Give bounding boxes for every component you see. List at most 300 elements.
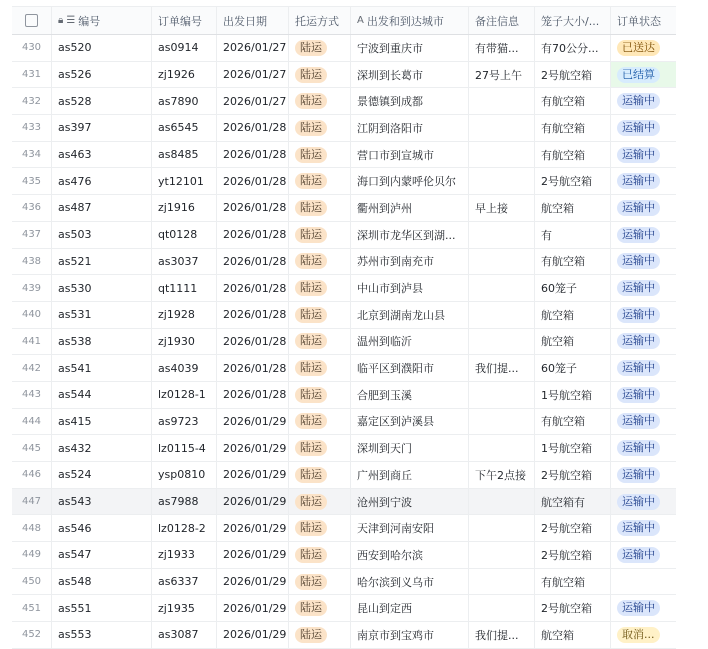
status-cell-value: 运输中 [617,467,660,483]
method-cell[interactable] [289,462,351,488]
row-number[interactable] [12,195,52,221]
date-cell[interactable] [217,515,289,541]
note-cell[interactable] [469,409,535,435]
status-cell[interactable] [611,595,676,621]
id-cell[interactable] [52,88,152,114]
note-cell[interactable] [469,222,535,248]
note-cell[interactable] [469,249,535,275]
method-cell[interactable] [289,222,351,248]
status-cell[interactable] [611,355,676,381]
row-number-value: 452 [21,629,42,641]
method-cell[interactable] [289,382,351,408]
row-number[interactable] [12,622,52,648]
method-cell-value: 陆运 [295,494,327,510]
route-cell[interactable] [351,195,469,221]
table-row[interactable] [12,115,676,142]
status-cell[interactable] [611,622,676,648]
id-cell[interactable] [52,142,152,168]
date-cell[interactable] [217,115,289,141]
id-cell[interactable] [52,595,152,621]
status-cell[interactable] [611,542,676,568]
cage-cell[interactable] [535,168,611,194]
date-cell[interactable] [217,622,289,648]
order-no-cell[interactable] [152,489,217,515]
cage-cell[interactable] [535,62,611,88]
order-no-cell[interactable] [152,542,217,568]
id-cell[interactable] [52,115,152,141]
method-cell[interactable] [289,329,351,355]
header-id[interactable] [52,7,152,34]
note-cell[interactable] [469,329,535,355]
date-cell[interactable] [217,462,289,488]
route-cell-value: 江阴到洛阳市 [357,121,423,135]
note-cell[interactable] [469,382,535,408]
date-cell-value: 2026/01/29 [223,548,287,562]
row-number[interactable] [12,569,52,595]
id-cell-value: as541 [58,361,92,375]
method-cell[interactable] [289,409,351,435]
row-number[interactable] [12,168,52,194]
status-cell[interactable] [611,142,676,168]
id-cell[interactable] [52,249,152,275]
row-number[interactable] [12,595,52,621]
route-cell[interactable] [351,622,469,648]
table-row[interactable] [12,142,676,169]
date-cell[interactable] [217,302,289,328]
date-cell[interactable] [217,355,289,381]
cage-cell[interactable] [535,435,611,461]
table-row[interactable] [12,622,676,649]
id-cell[interactable] [52,515,152,541]
cage-cell[interactable] [535,88,611,114]
order-no-cell-value: lz0128-1 [158,388,206,402]
row-number-value: 448 [21,522,42,534]
cage-cell[interactable] [535,249,611,275]
route-cell[interactable] [351,302,469,328]
cage-cell[interactable] [535,515,611,541]
row-number[interactable] [12,542,52,568]
id-cell[interactable] [52,355,152,381]
note-cell-value: 下午2点接 [475,468,526,482]
cage-cell[interactable] [535,409,611,435]
route-cell[interactable] [351,515,469,541]
method-cell[interactable] [289,569,351,595]
id-cell[interactable] [52,35,152,61]
header-label: 订单编号 [158,14,202,28]
table-row[interactable] [12,168,676,195]
header-cage[interactable] [535,7,611,34]
status-cell[interactable] [611,382,676,408]
header-note[interactable] [469,7,535,34]
cage-cell[interactable] [535,382,611,408]
date-cell[interactable] [217,569,289,595]
table-row[interactable] [12,62,676,89]
order-no-cell[interactable] [152,622,217,648]
date-cell-value: 2026/01/28 [223,148,287,162]
order-no-cell[interactable] [152,115,217,141]
note-cell[interactable] [469,195,535,221]
status-cell-value: 运输中 [617,547,660,563]
checkbox-icon[interactable] [25,14,38,27]
note-cell[interactable] [469,489,535,515]
order-no-cell[interactable] [152,275,217,301]
row-number-value: 442 [21,362,42,374]
order-no-cell-value: as3037 [158,254,199,268]
row-number[interactable] [12,142,52,168]
id-cell[interactable] [52,462,152,488]
cage-cell[interactable] [535,222,611,248]
method-cell[interactable] [289,275,351,301]
status-cell-value: 运输中 [617,227,660,243]
id-cell[interactable] [52,222,152,248]
status-cell-value: 取消... [617,627,660,643]
row-number-value: 450 [21,576,42,588]
date-cell-value: 2026/01/28 [223,121,287,135]
row-number[interactable] [12,409,52,435]
note-cell[interactable] [469,622,535,648]
method-cell[interactable] [289,195,351,221]
order-no-cell[interactable] [152,302,217,328]
note-cell-value: 有带猫... [475,41,519,55]
method-cell[interactable] [289,355,351,381]
cage-cell-value: 航空箱 [541,335,574,349]
table-row[interactable] [12,569,676,596]
order-no-cell[interactable] [152,88,217,114]
date-cell[interactable] [217,195,289,221]
cage-cell[interactable] [535,542,611,568]
cage-cell[interactable] [535,142,611,168]
status-cell[interactable] [611,62,676,88]
row-number-value: 435 [21,175,42,187]
cage-cell-value: 2号航空箱 [541,548,592,562]
route-cell[interactable] [351,168,469,194]
cage-cell[interactable] [535,115,611,141]
cage-cell[interactable] [535,489,611,515]
method-cell[interactable] [289,542,351,568]
row-number[interactable] [12,88,52,114]
date-cell-value: 2026/01/28 [223,281,287,295]
order-no-cell[interactable] [152,515,217,541]
table-row[interactable] [12,329,676,356]
date-cell[interactable] [217,168,289,194]
method-cell[interactable] [289,88,351,114]
order-no-cell[interactable] [152,409,217,435]
row-number[interactable] [12,222,52,248]
id-cell[interactable] [52,489,152,515]
id-cell-value: as548 [58,575,92,589]
route-cell[interactable] [351,569,469,595]
status-cell-value: 运输中 [617,93,660,109]
order-no-cell-value: qt1111 [158,281,198,295]
date-cell[interactable] [217,489,289,515]
note-cell[interactable] [469,62,535,88]
status-cell-value: 已送达 [617,40,660,56]
cage-cell-value: 有70公分... [541,41,599,55]
status-cell[interactable] [611,222,676,248]
date-cell[interactable] [217,142,289,168]
date-cell[interactable] [217,382,289,408]
method-cell[interactable] [289,142,351,168]
status-cell-value: 已结算 [617,67,660,83]
order-no-cell[interactable] [152,35,217,61]
row-number[interactable] [12,462,52,488]
cage-cell-value: 有航空箱 [541,95,585,109]
row-number[interactable] [12,435,52,461]
note-cell[interactable] [469,569,535,595]
order-no-cell[interactable] [152,62,217,88]
table-row[interactable] [12,489,676,516]
date-cell[interactable] [217,275,289,301]
route-cell[interactable] [351,88,469,114]
table-row[interactable] [12,88,676,115]
route-cell[interactable] [351,595,469,621]
order-no-cell[interactable] [152,222,217,248]
method-cell-value: 陆运 [295,307,327,323]
note-cell[interactable] [469,302,535,328]
method-cell[interactable] [289,249,351,275]
route-cell-value: 北京到湖南龙山县 [357,308,445,322]
table-row[interactable] [12,595,676,622]
order-no-cell[interactable] [152,249,217,275]
id-cell[interactable] [52,409,152,435]
id-cell-value: as526 [58,68,92,82]
table-row[interactable] [12,355,676,382]
table-row[interactable] [12,542,676,569]
id-cell[interactable] [52,622,152,648]
route-cell[interactable] [351,35,469,61]
table-row[interactable] [12,249,676,276]
note-cell[interactable] [469,168,535,194]
header-date[interactable] [217,7,289,34]
order-no-cell-value: as3087 [158,628,199,642]
route-cell-value: 南京市到宝鸡市 [357,628,434,642]
id-cell[interactable] [52,275,152,301]
status-cell-value: 运输中 [617,413,660,429]
row-number[interactable] [12,62,52,88]
date-cell-value: 2026/01/29 [223,628,287,642]
date-cell[interactable] [217,435,289,461]
status-cell[interactable] [611,115,676,141]
cage-cell[interactable] [535,275,611,301]
order-no-cell[interactable] [152,168,217,194]
route-cell[interactable] [351,62,469,88]
method-cell-value: 陆运 [295,574,327,590]
method-cell[interactable] [289,302,351,328]
date-cell[interactable] [217,409,289,435]
method-cell[interactable] [289,35,351,61]
method-cell-value: 陆运 [295,600,327,616]
order-no-cell[interactable] [152,435,217,461]
row-number[interactable] [12,489,52,515]
row-number[interactable] [12,115,52,141]
method-cell[interactable] [289,435,351,461]
row-number[interactable] [12,382,52,408]
method-cell[interactable] [289,595,351,621]
route-cell-value: 宁波到重庆市 [357,41,423,55]
status-cell-value: 运输中 [617,120,660,136]
method-cell-value: 陆运 [295,547,327,563]
note-cell[interactable] [469,595,535,621]
note-cell[interactable] [469,435,535,461]
note-cell[interactable] [469,515,535,541]
note-cell[interactable] [469,142,535,168]
date-cell[interactable] [217,329,289,355]
header-order-no[interactable] [152,7,217,34]
table-row[interactable] [12,275,676,302]
status-cell[interactable] [611,302,676,328]
cage-cell[interactable] [535,462,611,488]
cage-cell[interactable] [535,35,611,61]
method-cell-value: 陆运 [295,440,327,456]
row-number-value: 451 [21,602,42,614]
table-row[interactable] [12,302,676,329]
status-cell[interactable] [611,515,676,541]
table-row[interactable] [12,435,676,462]
row-number[interactable] [12,275,52,301]
route-cell[interactable] [351,382,469,408]
row-number[interactable] [12,249,52,275]
cage-cell[interactable] [535,595,611,621]
cage-cell-value: 1号航空箱 [541,388,592,402]
table-row[interactable] [12,195,676,222]
id-cell[interactable] [52,302,152,328]
cage-cell[interactable] [535,622,611,648]
id-cell[interactable] [52,62,152,88]
route-cell[interactable] [351,275,469,301]
cage-cell[interactable] [535,195,611,221]
note-cell[interactable] [469,462,535,488]
status-cell[interactable] [611,249,676,275]
method-cell-value: 陆运 [295,40,327,56]
route-cell[interactable] [351,222,469,248]
header-status[interactable] [611,7,676,34]
order-no-cell[interactable] [152,355,217,381]
status-cell[interactable] [611,168,676,194]
route-cell[interactable] [351,142,469,168]
method-cell[interactable] [289,62,351,88]
id-cell[interactable] [52,569,152,595]
status-cell[interactable] [611,409,676,435]
note-cell[interactable] [469,88,535,114]
status-cell[interactable] [611,88,676,114]
status-cell[interactable] [611,435,676,461]
status-cell[interactable] [611,329,676,355]
id-cell[interactable] [52,542,152,568]
row-number-value: 443 [21,389,42,401]
status-cell[interactable] [611,275,676,301]
order-no-cell[interactable] [152,382,217,408]
route-cell[interactable] [351,329,469,355]
order-no-cell[interactable] [152,462,217,488]
cage-cell-value: 60笼子 [541,362,577,376]
route-cell[interactable] [351,249,469,275]
date-cell-value: 2026/01/27 [223,68,287,82]
method-cell[interactable] [289,489,351,515]
status-cell[interactable] [611,462,676,488]
date-cell[interactable] [217,249,289,275]
order-no-cell[interactable] [152,195,217,221]
row-number[interactable] [12,329,52,355]
note-cell[interactable] [469,275,535,301]
table-row[interactable] [12,515,676,542]
note-cell[interactable] [469,355,535,381]
date-cell[interactable] [217,35,289,61]
status-cell[interactable] [611,569,676,595]
id-cell[interactable] [52,329,152,355]
header-method[interactable] [289,7,351,34]
date-cell[interactable] [217,595,289,621]
method-cell[interactable] [289,622,351,648]
order-no-cell[interactable] [152,329,217,355]
cage-cell-value: 60笼子 [541,282,577,296]
method-cell[interactable] [289,168,351,194]
route-cell[interactable] [351,435,469,461]
id-cell[interactable] [52,195,152,221]
status-cell-value: 运输中 [617,387,660,403]
date-cell[interactable] [217,542,289,568]
order-no-cell[interactable] [152,142,217,168]
route-cell[interactable] [351,462,469,488]
id-cell[interactable] [52,168,152,194]
row-number[interactable] [12,515,52,541]
cage-cell[interactable] [535,329,611,355]
table-row[interactable] [12,382,676,409]
note-cell[interactable] [469,115,535,141]
cage-cell[interactable] [535,355,611,381]
status-cell[interactable] [611,195,676,221]
route-cell-value: 深圳到长葛市 [357,68,423,82]
id-cell-value: as397 [58,121,92,135]
route-cell[interactable] [351,355,469,381]
order-no-cell[interactable] [152,569,217,595]
date-cell-value: 2026/01/29 [223,441,287,455]
method-cell[interactable] [289,115,351,141]
table-row[interactable] [12,222,676,249]
method-cell[interactable] [289,515,351,541]
id-cell-value: as487 [58,201,92,215]
date-cell[interactable] [217,62,289,88]
date-cell[interactable] [217,222,289,248]
id-cell[interactable] [52,382,152,408]
table-row[interactable] [12,35,676,62]
row-number-value: 437 [21,229,42,241]
order-no-cell[interactable] [152,595,217,621]
route-cell[interactable] [351,115,469,141]
row-number-value: 447 [21,496,42,508]
header-route[interactable] [351,7,469,34]
status-cell[interactable] [611,35,676,61]
route-cell[interactable] [351,542,469,568]
route-cell[interactable] [351,489,469,515]
row-number[interactable] [12,355,52,381]
note-cell[interactable] [469,35,535,61]
row-number[interactable] [12,35,52,61]
id-cell[interactable] [52,435,152,461]
table-row[interactable] [12,409,676,436]
cage-cell[interactable] [535,569,611,595]
cage-cell-value: 航空箱有 [541,495,585,509]
note-cell[interactable] [469,542,535,568]
cage-cell[interactable] [535,302,611,328]
select-all-cell[interactable] [12,7,52,34]
row-number[interactable] [12,302,52,328]
cage-cell-value: 有航空箱 [541,148,585,162]
table-row[interactable] [12,462,676,489]
status-cell[interactable] [611,489,676,515]
order-no-cell-value: ysp0810 [158,468,206,482]
route-cell[interactable] [351,409,469,435]
date-cell[interactable] [217,88,289,114]
